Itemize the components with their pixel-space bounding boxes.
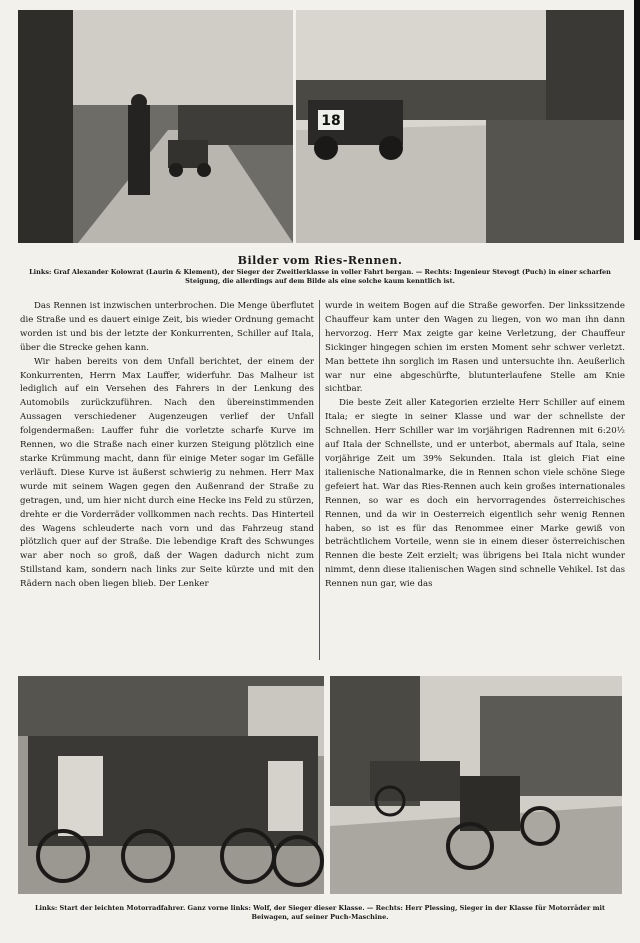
bottom-caption: Links: Start der leichten Motorradfahrer. Ganz vorne links: Wolf, der Sieger dieser Klasse. — Rechts: Herr Plessing, Sieger in der Klasse für Motorräder mit Beiwagen, auf seiner Puch-Maschine. [34, 904, 606, 921]
sidecar-motorcycle-photo [330, 676, 622, 894]
right-column [325, 300, 625, 592]
page-title: Bilder vom Ries-Rennen. [237, 254, 403, 267]
top-caption: Links: Graf Alexander Kolowrat (Laurin & Klement), der Sieger der Zweitlerklasse in voller Fahrt bergan. — Rechts: Ingenieur Stevogt (Puch) in einer scharfen Steigung, die allerdings auf dem Bilde als eine solche kaum kenntlich ist. [29, 268, 611, 285]
column-divider [319, 300, 320, 660]
left-column [20, 300, 314, 592]
right-paragraph: wurde in weitem Bogen auf die Straße geworfen. Der linkssitzende Chauffeur kam unter den Wagen zu liegen, von wo man ihn dann hervorzog. Herr Max zeigte gar keine Verletzung, der Chauffeur Sickinger hingegen schien im ersten Moment sehr schwer verletzt. Man bettete ihn sorglich im Rasen und untersuchte ihn. Aeußerlich war nur eine abgeschürfte, blutunterlaufene Stelle am Knie sichtbar. [325, 301, 625, 395]
motorcyclists-start-photo [18, 676, 324, 894]
left-paragraph: Das Rennen ist inzwischen unterbrochen. Die Menge überflutet die Straße und es dauert einige Zeit, bis wieder Ordnung gemacht worden ist und bis der letzte der Konkurrenten, Schiller auf Itala, über die Strecke gehen kann. [20, 301, 314, 353]
race-car-uphill-photo [18, 10, 293, 243]
page-edge [634, 0, 640, 240]
left-paragraph: Wir haben bereits von dem Unfall berichtet, der einem der Konkurrenten, Herrn Max Lauffer, widerfuhr. Das Malheur ist lediglich auf ein Versehen des Fahrers in der Lenkung des Automobils zurückzuführen. Nach den übereinstimmenden Aussagen verschiedener Augenzeugen verlief der Unfall folgendermaßen: Lauffer fuhr die vorletzte scharfe Kurve im Rennen, wo die Straße nach einer kurzen Steigung plötzlich eine starke Krümmung macht, dann für einige Meter sogar im Gefälle verläuft. Diese Kurve ist äußerst schwierig zu nehmen. Herr Max wurde mit seinem Wagen gegen den Außenrand der Straße zu getragen, und, um hier nicht durch eine Hecke ins Feld zu stürzen, drehte er die Vorderräder vollkommen nach rechts. Das Hinterteil des Wagens schleuderte nach vorn und das Fahrzeug stand plötzlich quer auf der Straße. Die lebendige Kraft des Schwunges war aber noch so groß, daß der Wagen dadurch nicht zum Stillstand kam, sondern nach links zur Seite kürzte und mit den Rädern nach oben liegen blieb. Der Lenker [20, 356, 314, 590]
car-number-label: 18 [321, 113, 341, 129]
race-car-number-18-photo [296, 10, 624, 243]
right-paragraph: Die beste Zeit aller Kategorien erzielte Herr Schiller auf einem Itala; er siegte in seiner Klasse und war der schnellste der Schnellen. Herr Schiller war im vorjährigen Radrennen mit 6:20½ auf Itala der Schnellste, und er unterbot, abermals auf Itala, seine vorjährige Zeit um 39% Sekunden. Itala ist gleich Fiat eine italienische Nationalmarke, die in Rennen schon viele schöne Siege gefeiert hat. War das Ries-Rennen auch kein großes internationales Rennen, so war es doch ein hervorragendes österreichisches Rennen, und da wir in Oesterreich eigentlich sehr wenig Rennen haben, so ist es für das Renommee einer Marke gewiß von beträchtlichem Vorteile, wenn sie in einem dieser österreichischen Rennen die beste Zeit erzielt; was übrigens bei Itala nicht wunder nimmt, denn diese italienischen Wagen sind schnelle Vehikel. Ist das Rennen nun gar, wie das [325, 398, 625, 590]
